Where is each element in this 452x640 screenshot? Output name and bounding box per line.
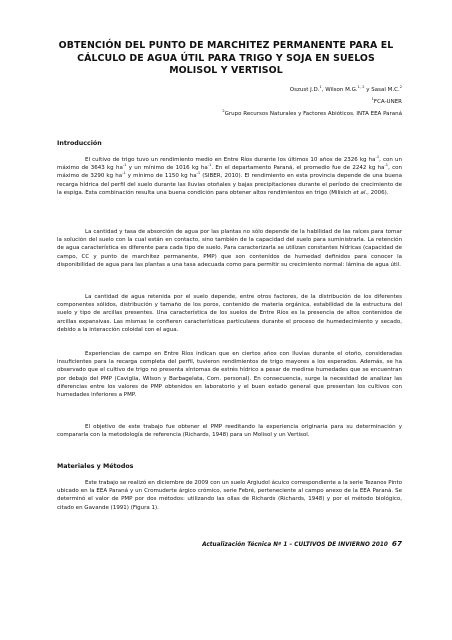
text-run: Experiencias de campo en Entre Ríos indican que en ciertos años con lluvias durante el otoño, consideradas insuficientes para la recarga completa del perfil, tuvieron rendimientos de trigo mayores a los esperados. Además, se ha observado que el cultivo de trigo no presenta síntomas de estrés hídrico a pesar de medirse humedades que se encuentran por debajo del PMP (Caviglia, Wilson y Barbagelata, Com. personal). En consecuencia, surge la necesidad de analizar las diferencias entre los valores de PMP obtenidos en laboratorio y el buen estado general que presentan los cultivos con humedades inferiores a PMP. (57, 351, 402, 399)
affiliation-marker: 1, 2 (357, 85, 365, 89)
affiliation-marker: 1 (371, 97, 374, 102)
superscript: -1 (375, 155, 380, 160)
author-block (222, 83, 402, 119)
paragraph-2 (57, 228, 402, 269)
superscript: -1 (384, 163, 389, 168)
superscript: -1 (122, 163, 127, 168)
paragraph-6 (57, 479, 402, 512)
superscript: -1 (196, 171, 201, 176)
paragraph-3 (57, 293, 402, 334)
affiliation-text: Grupo Recursos Naturales y Factores Abióticos. INTA EEA Paraná (224, 110, 402, 117)
author-oszust: Oszust J.D. (289, 86, 320, 93)
paper-title: OBTENCIÓN DEL PUNTO DE MARCHITEZ PERMANENTE PARA EL CÁLCULO DE AGUA ÚTIL PARA TRIGO Y SOJA EN SUELOS MOLISOL Y VERTISOL (58, 40, 394, 77)
text-run: El cultivo de trigo tuvo un rendimiento medio en Entre Ríos durante los últimos 10 años de 2326 kg ha (85, 157, 376, 163)
paragraph-1 (57, 156, 402, 197)
page-number: 67 (391, 539, 402, 548)
text-run: , con un máximo de 3643 kg ha (57, 157, 403, 172)
superscript: -1 (207, 163, 212, 168)
author-sasal: y Sasal M.C. (364, 86, 400, 93)
paragraph-4 (57, 350, 402, 399)
page-footer (202, 539, 402, 548)
author-list (222, 83, 402, 95)
footer-text: Actualización Técnica Nº 1 – CULTIVOS DE INVIERNO 2010 (202, 542, 388, 548)
affiliation-marker: 2 (399, 85, 402, 89)
text-run: ., 2006). (365, 189, 389, 196)
section-heading-methods: Materiales y Métodos (57, 463, 134, 470)
section-heading-introduction: Introducción (57, 140, 102, 147)
affiliation-text: FCA-UNER (373, 98, 402, 105)
text-run: . En el departamento Paraná, el promedio fue de 2242 kg ha (211, 165, 385, 172)
affiliation-marker: 2 (222, 109, 225, 114)
text-run: , con máximo de 3290 kg ha (57, 165, 402, 180)
text-run: y un mínimo de 1016 kg ha (126, 165, 208, 172)
author-wilson: , Wilson M.G. (321, 86, 358, 93)
affiliation-1 (222, 95, 402, 107)
affiliation-2 (222, 107, 402, 119)
text-run: La cantidad y tasa de absorción de agua por las plantas no sólo depende de la habilidad de las raíces para tomar la solución del suelo con la cual están en contacto, sino también de la capacidad del suelo para suministrarla. La retención de agua característica es diferente para cada tipo de suelo. Para caracterizarla se utilizan constantes hídricas (capacidad de campo, CC y punto de marchitez permanente, PMP) que son contenidos de humedad definidos para conocer la disponibilidad de agua para las plantas a una tasa adecuada como para permitir su crecimiento normal: lámina de agua útil. (57, 229, 402, 268)
paragraph-5 (57, 423, 402, 439)
affiliation-marker: 1 (319, 85, 322, 89)
text-run: Este trabajo se realizó en diciembre de 2009 con un suelo Argiudol ácuico correspondiente a la serie Tezanos Pinto ubicado en la EEA Paraná y un Cromuderte árgico crómico, serie Febré, perteneciente al campo anexo de la EEA Paraná. Se determinó el valor de PMP por dos métodos: utilizando las ollas de Richards (Richards, 1948) y por el método biológico, citado en Gavande (1991) (Figura 1). (57, 480, 402, 511)
italic-text: et al (353, 189, 366, 196)
text-run: El objetivo de este trabajo fue obtener el PMP reeditando la experiencia originaria para su determinación y compararla con la metodología de referencia (Richards, 1948) para un Molisol y un Vertisol. (57, 424, 402, 439)
text-run: (SIBER, 2010). El rendimiento en esta provincia depende de una buena recarga hídrica del perfil del suelo durante las lluvias otoñales y bajas precipitaciones durante el período de crecimiento de la espiga. Esta combinación resulta una buena condición para obtener altos rendimientos en trigo (Milisich (57, 173, 402, 196)
text-run: La cantidad de agua retenida por el suelo depende, entre otros factores, de la distribución de los diferentes componentes sólidos, distribución y tamaño de los poros, contenido de materia orgánica, estabilidad de la estructura del suelo y tipo de arcillas presentes. Una característica de los suelos de Entre Ríos es la presencia de altos contenidos de arcillas expansivas. Las mismas le confieren características particulares durante el proceso de humedecimiento y secado, debido a la interacción coloidal con el agua. (57, 294, 402, 333)
text-run: y mínimo de 1150 kg ha (125, 173, 197, 180)
superscript: -1 (122, 171, 126, 176)
